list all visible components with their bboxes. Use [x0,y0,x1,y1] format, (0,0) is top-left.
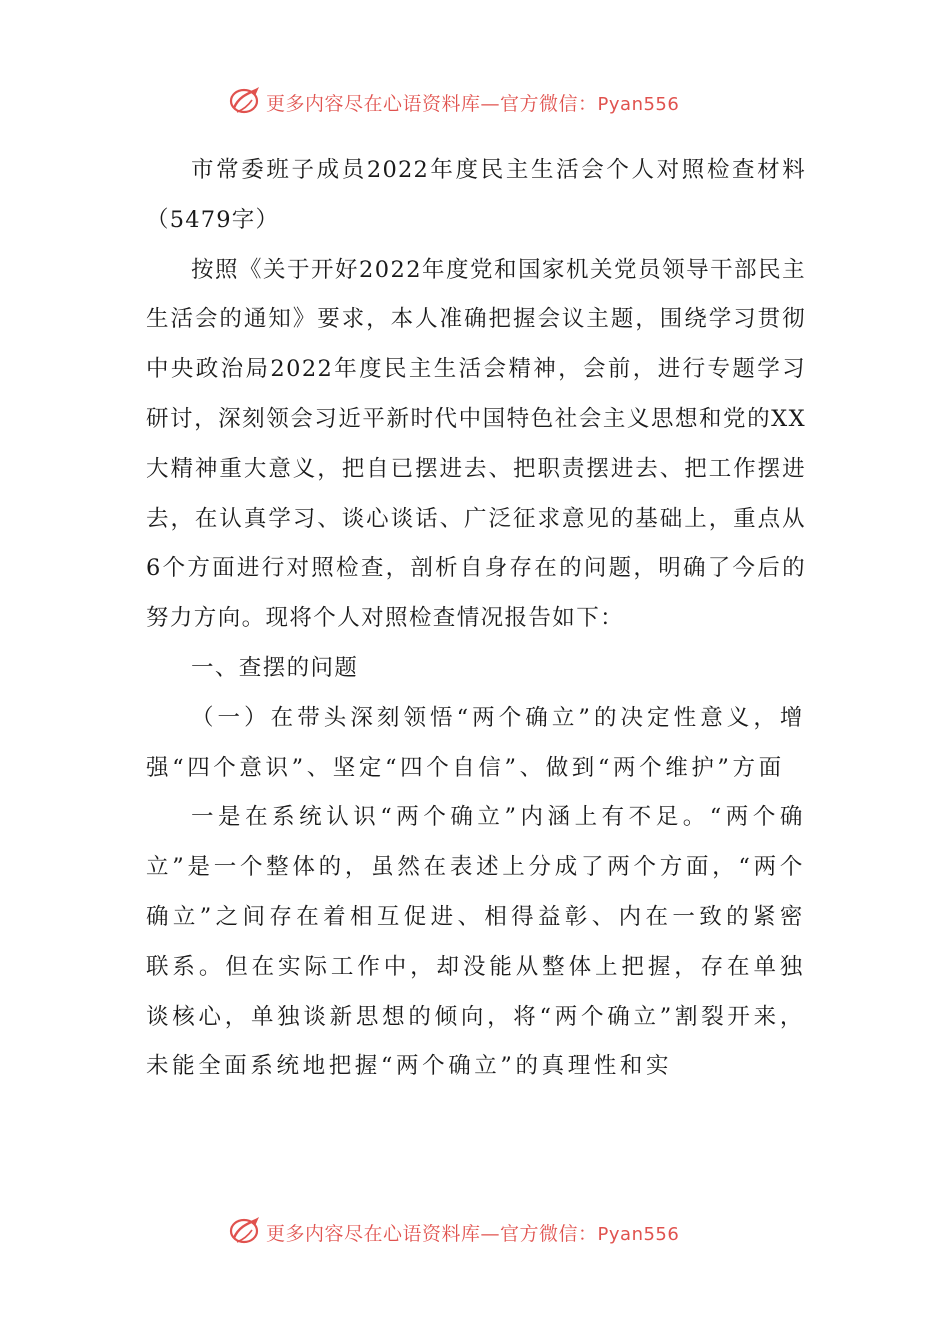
document-title: 市常委班子成员2022年度民主生活会个人对照检查材料（5479字） [146,157,806,233]
header-watermark-banner [0,82,950,122]
watermark-text: 更多内容尽在心语资料库—官方微信：Pyan556 [266,93,680,115]
subsection-heading: （一）在带头深刻领悟“两个确立”的决定性意义，增强“四个意识”、坚定“四个自信”、做到“两个维护”方面 [146,704,806,781]
watermark-text: 更多内容尽在心语资料库—官方微信：Pyan556 [266,1223,680,1245]
pen-swirl-logo-icon [228,84,262,118]
intro-paragraph: 按照《关于开好2022年度党和国家机关党员领导干部民主生活会的通知》要求，本人准确把握会议主题，围绕学习贯彻中央政治局2022年度民主生活会精神，会前，进行专题学习研讨，深刻领会习近平新时代中国特色社会主义思想和党的XX大精神重大意义，把自已摆进去、把职责摆进去、把工作摆进去，在认真学习、谈心谈话、广泛征求意见的基础上，重点从6个方面进行对照检查，剖析自身存在的问题，明确了今后的努力方向。现将个人对照检查情况报告如下： [146,256,806,632]
footer-watermark-banner [0,1212,950,1252]
pen-swirl-logo-icon [228,1214,262,1248]
point-one-paragraph: 一是在系统认识“两个确立”内涵上有不足。“两个确立”是一个整体的，虽然在表述上分成了两个方面，“两个确立”之间存在着相互促进、相得益彰、内在一致的紧密联系。但在实际工作中，却没能从整体上把握，存在单独谈核心，单独谈新思想的倾向，将“两个确立”割裂开来，未能全面系统地把握“两个确立”的真理性和实 [146,804,806,1080]
document-body [146,146,806,1092]
section-heading: 一、查摆的问题 [191,654,359,681]
